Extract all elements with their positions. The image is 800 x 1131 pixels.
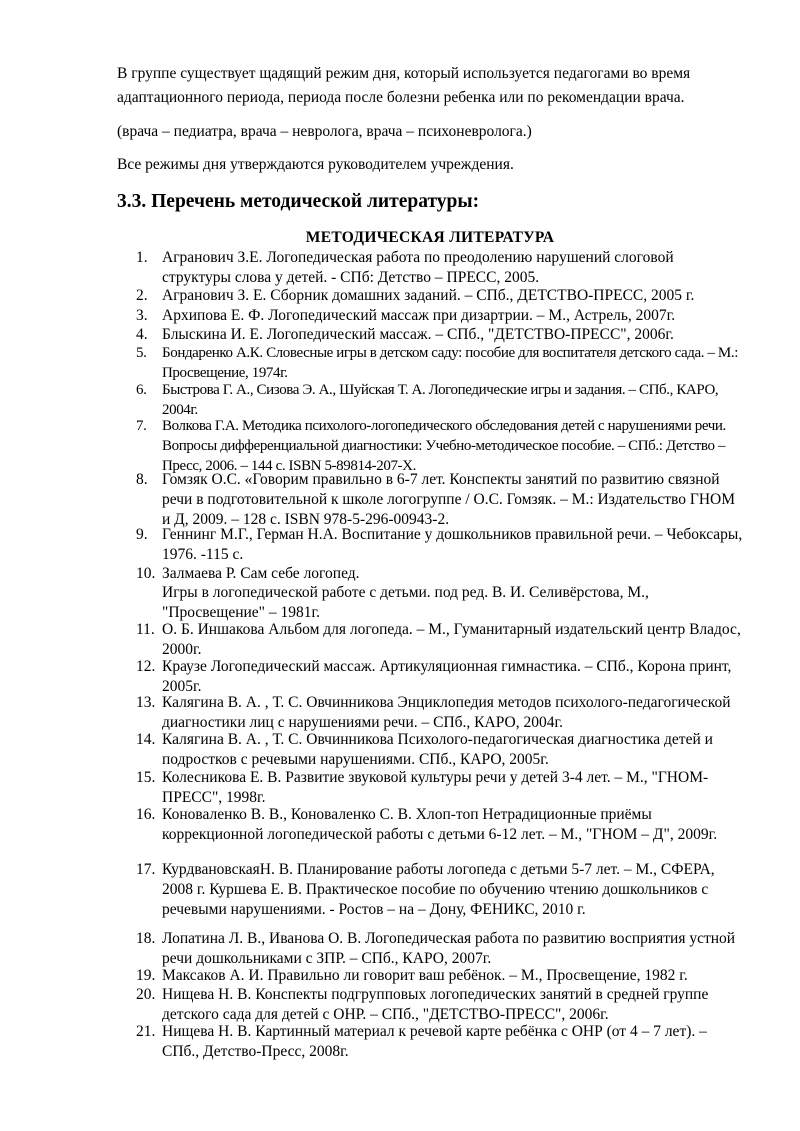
list-item-text: Калягина В. А. , Т. С. Овчинникова Энциклопедия методов психолого-педагогической диагностики лиц с нарушениями речи. – СПб., КАРО, 2004г.: [162, 694, 731, 731]
list-item: [136, 805, 746, 845]
list-item: [136, 416, 746, 476]
list-item-text: Агранович З.Е. Логопедическая работа по преодолению нарушений слоговой структуры слова у детей. - СПб: Детство – ПРЕСС, 2005.: [162, 249, 674, 286]
list-item: [136, 693, 746, 733]
list-item: [136, 966, 746, 986]
section-heading: 3.3. Перечень методической литературы:: [117, 191, 480, 212]
list-item: [136, 860, 746, 920]
list-item: [136, 730, 746, 770]
list-item-text: Геннинг М.Г., Герман Н.А. Воспитание у дошкольников правильной речи. – Чебоксары, 1976. -115 с.: [162, 526, 743, 563]
list-item: [136, 620, 746, 660]
list-item: [136, 286, 746, 306]
paragraph-approval: Все режимы дня утверждаются руководителем учреждения.: [117, 156, 514, 173]
list-item-text: Агранович З. Е. Сборник домашних заданий. – СПб., ДЕТСТВО-ПРЕСС, 2005 г.: [162, 287, 695, 304]
list-item-number: 4.: [136, 326, 148, 343]
list-item-text: Залмаева Р. Сам себе логопед.: [162, 565, 360, 582]
list-item: [136, 525, 746, 565]
list-item: [136, 1022, 746, 1062]
list-item-text: Краузе Логопедический массаж. Артикуляционная гимнастика. – СПб., Корона принт, 2005г.: [162, 658, 732, 695]
list-item-number: 5.: [136, 345, 147, 361]
list-item-number: 7.: [136, 418, 147, 434]
list-item: [136, 325, 746, 345]
list-item: [136, 985, 746, 1025]
list-item: [136, 343, 746, 383]
list-item: [136, 248, 746, 288]
list-item: [136, 564, 746, 584]
list-item-number: 2.: [136, 287, 148, 304]
list-item-text: Волкова Г.А. Методика психолого-логопедического обследования детей с нарушениями речи. Вопросы дифференциальной диагностики: Учебно-методическое пособие. – СПб.: Детство – Пресс, 2006. – 144 с. ISBN 5-89814-207-Х.: [162, 418, 726, 474]
list-item-number: 9.: [136, 526, 148, 543]
list-item-number: 11.: [136, 621, 155, 638]
list-item-number: 14.: [136, 731, 156, 748]
list-item-text: Архипова Е. Ф. Логопедический массаж при дизартрии. – М., Астрель, 2007г.: [162, 307, 676, 324]
list-item: [136, 929, 746, 969]
list-item-text: КурдвановскаяН. В. Планирование работы логопеда с детьми 5-7 лет. – М., СФЕРА, 2008 г. Куршева Е. В. Практическое пособие по обучению чтению дошкольников с речевыми нарушениями. - Ростов – на – Дону, ФЕНИКС, 2010 г.: [162, 861, 715, 918]
list-item-text: Быстрова Г. А., Сизова Э. А., Шуйская Т. А. Логопедические игры и задания. – СПб., КАРО, 2004г.: [162, 382, 719, 418]
list-item: [136, 470, 746, 530]
list-item-text: Лопатина Л. В., Иванова О. В. Логопедическая работа по развитию восприятия устной речи дошкольниками с ЗПР. – СПб., КАРО, 2007г.: [162, 930, 736, 967]
list-item: [136, 768, 746, 808]
list-item-number: 19.: [136, 967, 156, 984]
list-item-number: 18.: [136, 930, 156, 947]
list-item-number: 13.: [136, 694, 156, 711]
list-item-text: О. Б. Иншакова Альбом для логопеда. – М., Гуманитарный издательский центр Владос, 2000г.: [162, 621, 741, 658]
list-item: [136, 380, 746, 420]
list-item-text: Нищева Н. В. Картинный материал к речевой карте ребёнка с ОНР (от 4 – 7 лет). – СПб., Детство-Пресс, 2008г.: [162, 1023, 707, 1060]
list-item-number: 10.: [136, 565, 156, 582]
list-item-number: 6.: [136, 382, 147, 398]
list-item-text: Колесникова Е. В. Развитие звуковой культуры речи у детей 3-4 лет. – М., "ГНОМ-ПРЕСС", 1998г.: [162, 769, 709, 806]
list-item-text: Максаков А. И. Правильно ли говорит ваш ребёнок. – М., Просвещение, 1982 г.: [162, 967, 688, 984]
list-item-text: Калягина В. А. , Т. С. Овчинникова Психолого-педагогическая диагностика детей и подростков с речевыми нарушениями. СПб., КАРО, 2005г.: [162, 731, 713, 768]
list-item: [136, 583, 746, 623]
list-item-number: 17.: [136, 861, 156, 878]
paragraph-doctors: (врача – педиатра, врача – невролога, врача – психоневролога.): [117, 123, 532, 140]
list-item-number: 20.: [136, 986, 156, 1003]
list-item: [136, 657, 746, 697]
list-item-text: Коноваленко В. В., Коноваленко С. В. Хлоп-топ Нетрадиционные приёмы коррекционной логопедической работы с детьми 6-12 лет. – М., "ГНОМ – Д", 2009г.: [162, 806, 718, 843]
list-item-text: Гомзяк О.С. «Говорим правильно в 6-7 лет. Конспекты занятий по развитию связной речи в подготовительной к школе логогруппе / О.С. Гомзяк. – М.: Издательство ГНОМ и Д, 2009. – 128 с. ISBN 978-5-296-00943-2.: [162, 471, 736, 528]
list-item-number: 3.: [136, 307, 148, 324]
list-item: [136, 306, 746, 326]
list-item-number: 8.: [136, 471, 148, 488]
list-item-number: 21.: [136, 1023, 156, 1040]
list-item-text: Игры в логопедической работе с детьми. под ред. В. И. Селивёрстова, М., "Просвещение" – 1981г.: [162, 584, 649, 621]
list-title: МЕТОДИЧЕСКАЯ ЛИТЕРАТУРА: [305, 229, 555, 246]
list-item-text: Нищева Н. В. Конспекты подгрупповых логопедических занятий в средней группе детского сада для детей с ОНР. – СПб., "ДЕТСТВО-ПРЕСС", 2006г.: [162, 986, 709, 1023]
list-item-number: 16.: [136, 806, 156, 823]
paragraph-schedule: В группе существует щадящий режим дня, который используется педагогами во время адаптационного периода, периода после болезни ребенка или по рекомендации врача.: [117, 65, 691, 106]
list-item-text: Бондаренко А.К. Словесные игры в детском саду: пособие для воспитателя детского сада. – М.: Просвещение, 1974г.: [162, 345, 738, 381]
list-item-number: 15.: [136, 769, 156, 786]
list-item-number: 1.: [136, 249, 148, 266]
list-item-text: Блыскина И. Е. Логопедический массаж. – СПб., "ДЕТСТВО-ПРЕСС", 2006г.: [162, 326, 674, 343]
list-item-number: 12.: [136, 658, 156, 675]
